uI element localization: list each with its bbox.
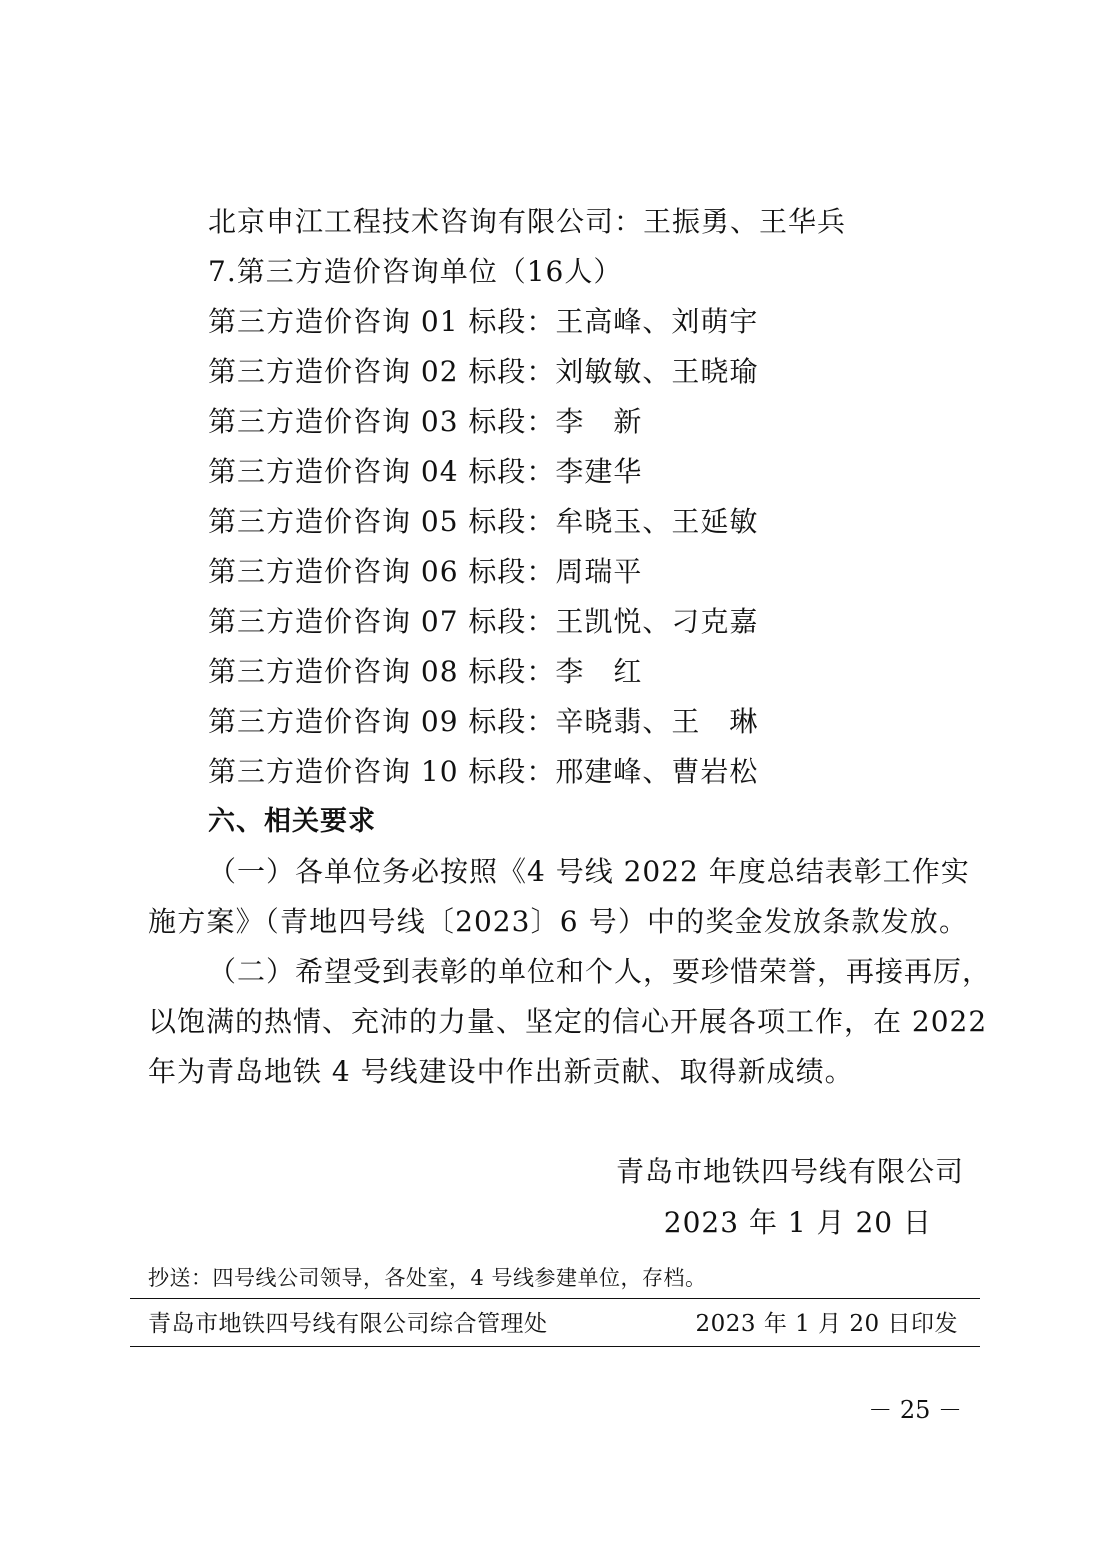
signature-organization: 青岛市地铁四号线有限公司 [615,1155,964,1188]
footer-issuer: 青岛市地铁四号线有限公司综合管理处 [148,1311,548,1337]
footer-issue-row [148,1306,958,1342]
section-heading: 六、相关要求 [208,806,376,837]
footer-issue-date: 2023 年 1 月 20 日印发 [695,1311,958,1337]
body-line-section-08: 第三方造价咨询 08 标段：李 红 [208,655,643,688]
footer-bottom-rule [130,1346,980,1347]
body-line-section-07: 第三方造价咨询 07 标段：王凯悦、刁克嘉 [208,605,759,638]
body-line-section-05: 第三方造价咨询 05 标段：牟晓玉、王延敏 [208,505,759,538]
body-line-section-01: 第三方造价咨询 01 标段：王高峰、刘萌宇 [208,305,759,338]
body-line-section-03: 第三方造价咨询 03 标段：李 新 [208,405,643,438]
signature-date: 2023 年 1 月 20 日 [663,1206,932,1239]
page-number: － 25 － [868,1396,962,1424]
paragraph-2-line-3: 年为青岛地铁 4 号线建设中作出新贡献、取得新成绩。 [148,1055,854,1088]
footer-top-rule [130,1298,980,1299]
paragraph-2-line-2: 以饱满的热情、充沛的力量、坚定的信心开展各项工作，在 2022 [148,1005,988,1038]
body-line-section-09: 第三方造价咨询 09 标段：辛晓翡、王 琳 [208,705,759,738]
paragraph-1-line-2: 施方案》（青地四号线〔2023〕6 号）中的奖金发放条款发放。 [148,905,968,938]
cc-line: 抄送：四号线公司领导，各处室，4 号线参建单位，存档。 [148,1266,707,1290]
body-line-section-04: 第三方造价咨询 04 标段：李建华 [208,455,643,488]
body-line-section-10: 第三方造价咨询 10 标段：邢建峰、曹岩松 [208,755,759,788]
body-line-section-06: 第三方造价咨询 06 标段：周瑞平 [208,555,643,588]
body-line-consultant-unit: 北京申江工程技术咨询有限公司：王振勇、王华兵 [208,205,847,238]
body-line-section-02: 第三方造价咨询 02 标段：刘敏敏、王晓瑜 [208,355,759,388]
paragraph-1-line-1: （一）各单位务必按照《4 号线 2022 年度总结表彰工作实 [208,855,970,888]
body-line-cost-consulting-heading: 7.第三方造价咨询单位（16人） [208,255,623,288]
paragraph-2-line-1: （二）希望受到表彰的单位和个人，要珍惜荣誉，再接再厉， [208,955,992,988]
